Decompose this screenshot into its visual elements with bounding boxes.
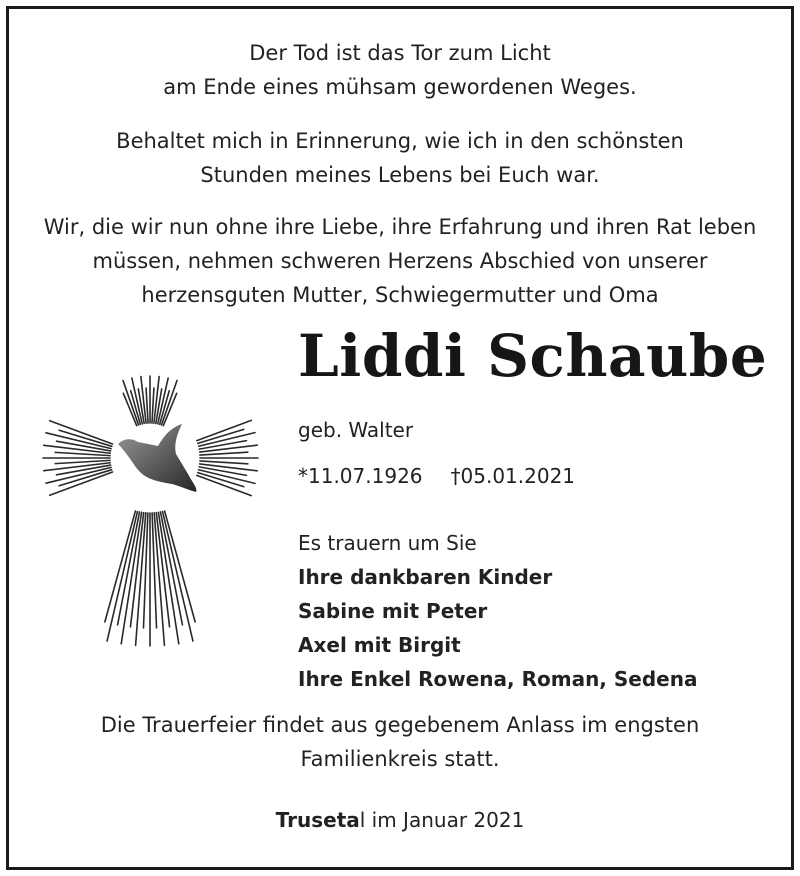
cross-ray [105,511,136,622]
cross-with-dove-icon [40,350,260,650]
cross-ray [163,512,193,641]
funeral-notice [20,708,780,776]
cross-ray [200,445,258,452]
cross-ray [123,381,138,425]
mourner-line: Ihre Enkel Rowena, Roman, Sedena [298,667,698,691]
cross-ray [146,388,148,423]
cross-ray [200,452,248,455]
cross-ray [165,511,196,622]
mourner-line: Ihre dankbaren Kinder [298,565,553,589]
funeral-line: Die Trauerfeier findet aus gegebenem Anlass im engsten [100,713,700,737]
dove-icon [118,424,196,492]
mourner-line: Sabine mit Peter [298,599,488,623]
cross-ray [200,464,258,471]
birth-symbol: * [298,464,308,488]
mourner-line: Axel mit Birgit [298,633,461,657]
mourners-heading: Es trauern um Sie [298,531,477,555]
cross-ray [107,512,137,641]
cross-ray [197,475,251,495]
death-symbol: † [450,464,461,488]
poem-line: Der Tod ist das Tor zum Licht [249,41,551,65]
birth-name: geb. Walter [298,418,414,442]
cross-ray [200,461,248,464]
poem-verse-2 [20,124,780,192]
place-name: Truseta [275,808,360,832]
farewell-text [20,210,780,312]
place-and-date [0,808,800,832]
poem-line: Stunden meines Lebens bei Euch war. [200,163,600,187]
funeral-line: Familienkreis statt. [300,747,500,771]
cross-ray [118,512,140,625]
cross-ray [162,381,177,425]
birth-date: 11.07.1926 [308,464,423,488]
place-date: l im Januar 2021 [359,808,525,832]
cross-ray [152,388,154,423]
cross-ray [160,512,182,625]
poem-verse-1 [20,36,780,104]
poem-line: Behaltet mich in Erinnerung, wie ich in den schönsten [116,129,684,153]
farewell-line: müssen, nehmen schweren Herzens Abschied von unserer [92,249,708,273]
death-date: 05.01.2021 [460,464,576,488]
life-dates [298,464,575,488]
mourners-block [298,526,697,696]
poem-line: am Ende eines mühsam gewordenen Weges. [163,75,637,99]
deceased-name: Liddi Schaube [298,322,768,390]
cross-ray [197,420,251,440]
farewell-line: herzensguten Mutter, Schwiegermutter und Oma [141,283,659,307]
farewell-line: Wir, die wir nun ohne ihre Liebe, ihre Erfahrung und ihren Rat leben [43,215,757,239]
